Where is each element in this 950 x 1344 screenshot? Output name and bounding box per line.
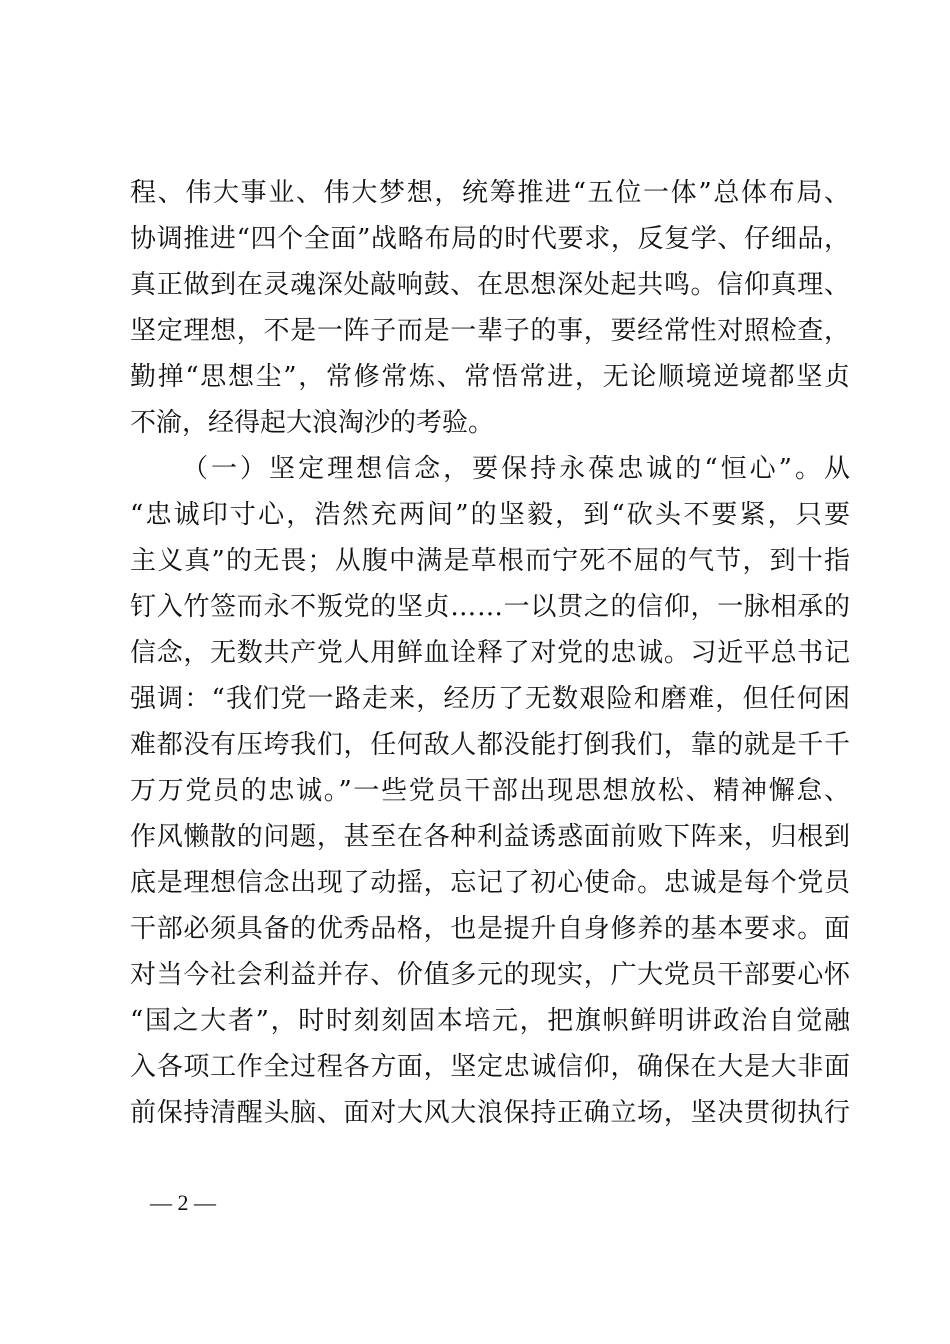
text-line: 真正做到在灵魂深处敲响鼓、在思想深处起共鸣。信仰真理、 <box>130 270 851 300</box>
text-line: 钉入竹签而永不叛党的坚贞……一以贯之的信仰，一脉相承的 <box>130 592 851 622</box>
text-line: 不渝，经得起大浪淘沙的考验。 <box>130 408 495 438</box>
text-line: 前保持清醒头脑、面对大风大浪保持正确立场，坚决贯彻执行 <box>130 1098 851 1128</box>
text-line: 底是理想信念出现了动摇，忘记了初心使命。忠诚是每个党员 <box>130 868 851 898</box>
text-line: “国之大者”，时时刻刻固本培元，把旗帜鲜明讲政治自觉融 <box>130 1006 852 1036</box>
text-line: 干部必须具备的优秀品格，也是提升自身修养的基本要求。面 <box>130 914 851 944</box>
text-line: 勤掸“思想尘”，常修常炼、常悟常进，无论顺境逆境都坚贞 <box>130 362 852 392</box>
text-line: 万万党员的忠诚。”一些党员干部出现思想放松、精神懈怠、 <box>130 776 852 806</box>
text-line: 对当今社会利益并存、价值多元的现实，广大党员干部要心怀 <box>130 960 851 990</box>
section-heading-line: （一）坚定理想信念，要保持永葆忠诚的“恒心”。从 <box>182 454 854 484</box>
text-line: 协调推进“四个全面”战略布局的时代要求，反复学、仔细品， <box>130 224 851 254</box>
text-line: 入各项工作全过程各方面，坚定忠诚信仰，确保在大是大非面 <box>130 1052 851 1082</box>
page-number: — 2 — <box>150 1190 216 1215</box>
text-line: 信念，无数共产党人用鲜血诠释了对党的忠诚。习近平总书记 <box>130 638 851 668</box>
text-line: 难都没有压垮我们，任何敌人都没能打倒我们，靠的就是千千 <box>130 730 851 760</box>
text-line: “忠诚印寸心，浩然充两间”的坚毅，到“砍头不要紧，只要 <box>130 500 853 530</box>
text-line: 程、伟大事业、伟大梦想，统筹推进“五位一体”总体布局、 <box>130 178 852 208</box>
text-line: 坚定理想，不是一阵子而是一辈子的事，要经常性对照检查， <box>130 316 851 346</box>
text-line: 作风懒散的问题，甚至在各种利益诱惑面前败下阵来，归根到 <box>130 822 851 852</box>
text-line: 强调：“我们党一路走来，经历了无数艰险和磨难，但任何困 <box>130 684 852 714</box>
text-line: 主义真”的无畏；从腹中满是草根而宁死不屈的气节，到十指 <box>130 546 852 576</box>
